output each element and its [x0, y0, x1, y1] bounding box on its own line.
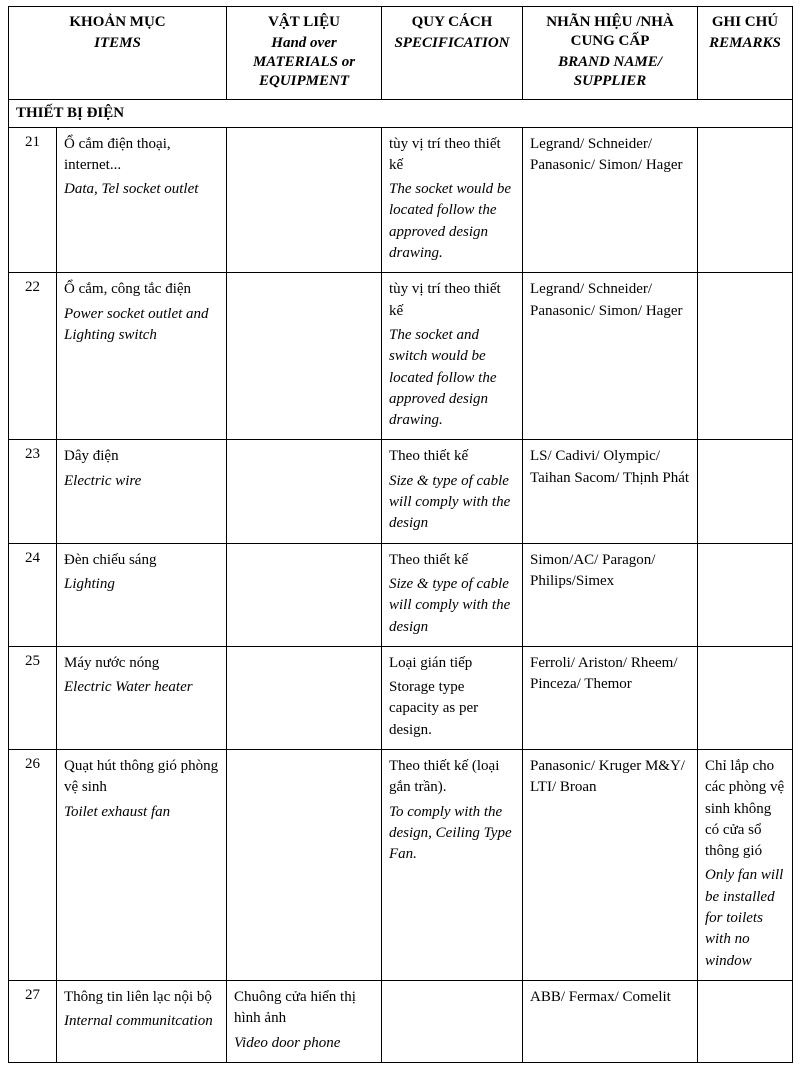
spec-vn: Theo thiết kế [389, 551, 469, 568]
table-body [9, 99, 793, 1062]
row-brand [523, 543, 698, 646]
remark-en: Only fan will be installed for toilets with no window [705, 867, 784, 969]
table-row [9, 646, 793, 749]
remark-vn: Chỉ lắp cho các phòng vệ sinh không có cửa sổ thông gió [705, 757, 785, 860]
row-spec [382, 273, 523, 440]
row-item [57, 127, 227, 273]
table-row [9, 273, 793, 440]
table-row [9, 543, 793, 646]
row-brand [523, 273, 698, 440]
material-en: Video door phone [234, 1034, 341, 1051]
spec-en: The socket would be located follow the approved design drawing. [389, 181, 512, 262]
row-number: 21 [9, 127, 57, 273]
row-brand [523, 646, 698, 749]
header-cell-specification [382, 7, 523, 100]
row-material [227, 543, 382, 646]
row-brand [523, 440, 698, 543]
row-remark [698, 273, 793, 440]
header-items-en: ITEMS [94, 34, 141, 51]
row-number: 27 [9, 980, 57, 1062]
header-remarks-vn: GHI CHÚ [711, 14, 779, 30]
item-en: Internal communitcation [64, 1013, 213, 1030]
row-remark [698, 980, 793, 1062]
item-en: Lighting [64, 575, 115, 592]
header-materials-vn: VẬT LIỆU [268, 14, 340, 30]
header-brand-vn: NHÃN HIỆU /NHÀ CUNG CẤP [546, 14, 674, 49]
row-material [227, 749, 382, 980]
spec-vn: Theo thiết kế (loại gắn trần). [389, 757, 500, 796]
spec-en: Size & type of cable will comply with the design [389, 472, 511, 532]
header-cell-remarks [698, 7, 793, 100]
row-brand [523, 749, 698, 980]
row-spec [382, 646, 523, 749]
row-number: 26 [9, 749, 57, 980]
item-en: Electric Water heater [64, 679, 193, 696]
row-material [227, 980, 382, 1062]
table-row [9, 749, 793, 980]
row-material [227, 440, 382, 543]
specification-table [8, 6, 793, 1063]
header-items-vn: KHOẢN MỤC [69, 14, 166, 30]
header-brand-en: BRAND NAME/ SUPPLIER [558, 53, 662, 89]
row-item [57, 980, 227, 1062]
item-en: Electric wire [64, 472, 142, 489]
row-number: 22 [9, 273, 57, 440]
row-spec [382, 980, 523, 1062]
spec-vn: tùy vị trí theo thiết kế [389, 281, 501, 319]
item-en: Data, Tel socket outlet [64, 181, 199, 198]
item-vn: Dây điện [64, 448, 119, 465]
row-remark [698, 646, 793, 749]
brand-value: Legrand/ Schneider/ Panasonic/ Simon/ Hager [530, 135, 683, 173]
row-brand [523, 980, 698, 1062]
spec-en: Size & type of cable will comply with the design [389, 575, 511, 635]
spec-vn: Theo thiết kế [389, 448, 469, 465]
row-item [57, 440, 227, 543]
item-vn: Máy nước nóng [64, 654, 160, 671]
table-header [9, 7, 793, 100]
row-remark [698, 440, 793, 543]
row-remark [698, 749, 793, 980]
row-spec [382, 543, 523, 646]
header-cell-items [9, 7, 227, 100]
material-vn: Chuông cửa hiển thị hình ảnh [234, 988, 356, 1027]
header-cell-brand [523, 7, 698, 100]
table-row [9, 127, 793, 273]
item-en: Toilet exhaust fan [64, 803, 171, 820]
header-specification-en: SPECIFICATION [394, 34, 510, 51]
brand-value: ABB/ Fermax/ Comelit [530, 988, 671, 1005]
row-item [57, 749, 227, 980]
row-number: 25 [9, 646, 57, 749]
spec-vn: tùy vị trí theo thiết kế [389, 135, 501, 173]
row-spec [382, 749, 523, 980]
row-number: 23 [9, 440, 57, 543]
row-spec [382, 127, 523, 273]
item-en: Power socket outlet and Lighting switch [64, 305, 209, 343]
item-vn: Quạt hút thông gió phòng vệ sinh [64, 757, 219, 796]
section-title: THIẾT BỊ ĐIỆN [9, 99, 793, 127]
row-number: 24 [9, 543, 57, 646]
spec-en: The socket and switch would be located follow the approved design drawing. [389, 326, 497, 429]
row-item [57, 543, 227, 646]
item-vn: Đèn chiếu sáng [64, 551, 157, 568]
item-vn: Ổ cắm điện thoại, internet... [64, 135, 171, 173]
header-remarks-en: REMARKS [709, 34, 781, 51]
brand-value: Simon/AC/ Paragon/ Philips/Simex [530, 551, 656, 589]
table-row [9, 980, 793, 1062]
item-vn: Thông tin liên lạc nội bộ [64, 988, 212, 1005]
header-cell-materials [227, 7, 382, 100]
row-remark [698, 127, 793, 273]
header-materials-en: Hand over MATERIALS or EQUIPMENT [252, 34, 356, 89]
item-vn: Ổ cắm, công tắc điện [64, 281, 192, 298]
row-item [57, 273, 227, 440]
brand-value: LS/ Cadivi/ Olympic/ Taihan Sacom/ Thịnh Phát [530, 448, 690, 486]
row-spec [382, 440, 523, 543]
spec-vn: Loại gián tiếp [389, 654, 473, 671]
row-material [227, 646, 382, 749]
brand-value: Legrand/ Schneider/ Panasonic/ Simon/ Hager [530, 281, 683, 319]
spec-en: Storage type capacity as per design. [389, 679, 479, 738]
header-row [9, 7, 793, 100]
brand-value: Panasonic/ Kruger M&Y/ LTI/ Broan [530, 757, 685, 796]
brand-value: Ferroli/ Ariston/ Rheem/ Pinceza/ Themor [530, 654, 678, 693]
row-brand [523, 127, 698, 273]
row-remark [698, 543, 793, 646]
row-item [57, 646, 227, 749]
header-specification-vn: QUY CÁCH [411, 14, 493, 30]
row-material [227, 127, 382, 273]
spec-en: To comply with the design, Ceiling Type Fan. [389, 803, 512, 863]
table-row [9, 440, 793, 543]
row-material [227, 273, 382, 440]
section-row [9, 99, 793, 127]
